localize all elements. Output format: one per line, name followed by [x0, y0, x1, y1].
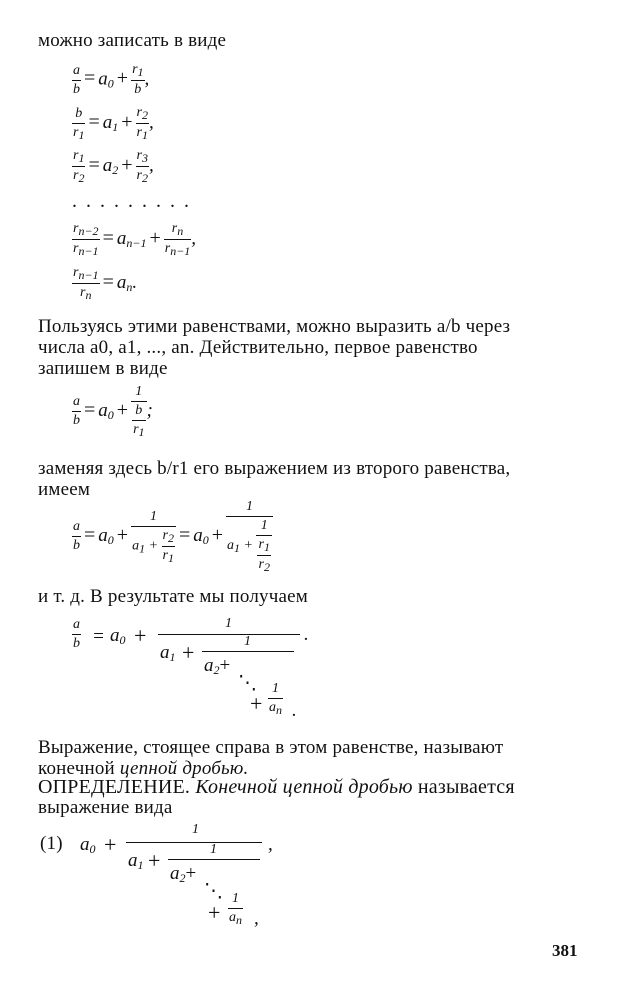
paragraph-line-3: запишем в виде — [38, 358, 168, 379]
definition-tail: называется — [417, 776, 515, 798]
ellipsis-row: ......... — [72, 190, 198, 212]
paragraph-line-7: Выражение, стоящее справа в этом равенстве, называют — [38, 737, 504, 758]
continued-fraction-result: $\frac{a}{b}$ = $a_0$ + 1 . $a_1$ + 1 $a_2+$ ⋱ + $\frac{1}{a_n}$ . — [73, 616, 309, 721]
equation-n: $\frac{r_{n-1}}{r_n}$ = $a_n$. — [73, 265, 138, 302]
definition-line-2: выражение вида — [38, 797, 173, 818]
equation-second-rewrite: $\frac{a}{b}$ = $a_0$ + 1 $a_1$ + $\frac{r_2}{r_1}$ = $a_0$ + 1 $a_1$ + $\frac{1}{\frac{r_1}{r_2}}$ — [72, 500, 273, 573]
equation-number: (1) — [40, 833, 63, 854]
paragraph-line-5: имеем — [38, 479, 91, 500]
equation-3: $\frac{r_1}{r_2}$ = $a_2$ + $\frac{r_3}{r_2}$ , — [73, 148, 154, 185]
definition-term: Конечной цепной дробью — [195, 776, 413, 798]
continued-fraction-word-1: конечной — [38, 758, 115, 779]
continued-fraction-definition: $a_0$ + 1 , $a_1$ + 1 $a_2+$ ⋱ + $\frac{1}{a_n}$ , — [80, 822, 273, 929]
paragraph-line-6: и т. д. В результате мы получаем — [38, 586, 308, 607]
equation-1: $\frac{a}{b}$ = $a_0$ + $\frac{r_1}{b}$ , — [73, 62, 150, 97]
paragraph-line-4: заменяя здесь b/r1 его выражением из второго равенства, — [38, 458, 511, 479]
continued-fraction-term-italic: цепной дробью. — [119, 758, 249, 779]
page-number: 381 — [552, 941, 578, 960]
paragraph-line-2: числа a0, a1, ..., an. Действительно, первое равенство — [38, 337, 478, 358]
intro-text: можно записать в виде — [38, 30, 227, 51]
equation-n-minus-1: $\frac{r_{n-2}}{r_{n-1}}$ = $a_{n-1}$ + $\frac{r_n}{r_{n-1}}$ , — [73, 221, 197, 258]
definition-line-1 — [38, 776, 515, 798]
paragraph-line-1: Пользуясь этими равенствами, можно выразить a/b через — [38, 316, 511, 337]
equation-first-rewrite: $\frac{a}{b}$ = $a_0$ + $\frac{1}{\frac{b}{r_1}}$ ; — [73, 384, 153, 439]
definition-heading: ОПРЕДЕЛЕНИЕ. — [38, 776, 191, 798]
equation-2: $\frac{b}{r_1}$ = $a_1$ + $\frac{r_2}{r_1}$ , — [73, 105, 154, 142]
